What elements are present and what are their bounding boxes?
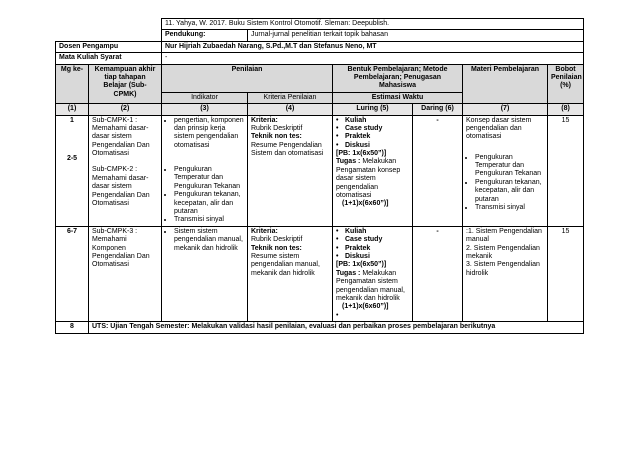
- rps-table: [55, 18, 584, 334]
- teknik-label: Teknik non tes:: [251, 133, 302, 141]
- col-num-4: (4): [248, 104, 333, 115]
- col-bentuk: Bentuk Pembelajaran; Metode Pembelajaran; Penugasan Mahasiswa: [333, 64, 463, 92]
- bobot-cell: 15: [548, 115, 584, 226]
- column-header-row: [56, 64, 584, 92]
- list-item: • Transmisi sinyal: [174, 216, 244, 224]
- teknik-value: Resume Pengendalian Sistem dan otomatisasi: [251, 141, 324, 158]
- list-item: • Case study: [336, 236, 409, 244]
- col-daring: Daring (6): [413, 104, 463, 115]
- col-num-2: (2): [89, 104, 162, 115]
- tugas-time: (1+1)x(6x60”)]: [342, 303, 389, 311]
- uts-text: UTS: Ujian Tengah Semester: Melakukan validasi hasil penilaian, evaluasi dan perbaikan proses pembelajaran berikutnya: [89, 322, 584, 333]
- empty-bullet: [336, 312, 409, 320]
- table-row: [56, 226, 584, 321]
- list-item: • Pengukuran tekanan, kecepatan, alir dan putaran: [174, 191, 244, 216]
- list-item: • Kuliah: [336, 117, 409, 125]
- list-item: • Pengukuran Temperatur dan Pengukuran Tekanan: [174, 166, 244, 191]
- syarat-value: -: [162, 53, 584, 64]
- tugas-text: Melakukan Pengamatan konsep dasar sistem pengendalian otomatisasi: [336, 158, 401, 200]
- materi-cell: [463, 115, 548, 226]
- materi-cell: [463, 226, 548, 321]
- col-kriteria: Kriteria Penilaian: [248, 92, 333, 103]
- kriteria-cell: Kriteria: Rubrik Deskriptif Teknik non tes: Resume Pengendalian Sistem dan otomatisasi: [248, 115, 333, 226]
- tugas-label: Tugas :: [336, 158, 361, 166]
- sub-cpmk-text: Sub-CMPK-1 : Memahami dasar-dasar sistem Pengendalian Dan Otomatisasi: [92, 116, 150, 158]
- list-item: • Praktek: [336, 133, 409, 141]
- luring-cell: [333, 115, 413, 226]
- materi-text: Konsep dasar sistem pengendalian dan otomatisasi: [466, 116, 532, 141]
- bobot-cell: 15: [548, 226, 584, 321]
- col-materi: Materi Pembelajaran: [463, 64, 548, 104]
- daring-cell: -: [413, 226, 463, 321]
- mg-number: 2-5: [66, 154, 78, 162]
- list-item: • Pengukuran Temperatur dan Pengukuran Tekanan: [475, 154, 544, 179]
- dosen-value: Nur Hijriah Zubaedah Narang, S.Pd.,M.T dan Stefanus Neno, MT: [162, 41, 584, 52]
- pb-text: [PB: 1x(6x50”)]: [336, 150, 387, 158]
- table-row: [56, 115, 584, 226]
- col-num-7: (7): [463, 104, 548, 115]
- list-item: • Case study: [336, 125, 409, 133]
- pb-text: [PB: 1x(6x50”)]: [336, 261, 387, 269]
- sub-cpmk-cell: [89, 115, 162, 226]
- list-item: • Sistem sistem pengendalian manual, mekanik dan hidrolik: [174, 228, 244, 253]
- kriteria-cell: Kriteria: Rubrik Deskriptif Teknik non tes: Resume sistem pengendalian manual, mekanik dan hidrolik: [248, 226, 333, 321]
- mg-cell: [56, 115, 89, 226]
- kriteria-label: Kriteria: [251, 227, 276, 235]
- pendukung-row: [56, 30, 584, 41]
- list-item: • Praktek: [336, 245, 409, 253]
- sub-cpmk-cell: Sub-CMPK-3 : Memahami Komponen Pengendalian Dan Otomatisasi: [89, 226, 162, 321]
- materi-line: 2. Sistem Pengendalian mekanik: [466, 244, 540, 260]
- col-num-3: (3): [162, 104, 248, 115]
- list-item: • Diskusi: [336, 253, 409, 261]
- col-luring: Luring (5): [333, 104, 413, 115]
- reference-text: 11. Yahya, W. 2017. Buku Sistem Kontrol Otomotif. Sleman: Deepublish.: [162, 19, 584, 30]
- materi-line: :1. Sistem Pengendalian manual: [466, 227, 542, 244]
- list-item: • Transmisi sinyal: [475, 204, 544, 212]
- teknik-value: Resume sistem pengendalian manual, mekanik dan hidrolik: [251, 252, 320, 277]
- tugas-text: Melakukan Pengamatan sistem pengendalian manual, mekanik dan hidrolik: [336, 269, 405, 302]
- kriteria-label: Kriteria: [251, 116, 276, 124]
- tugas-label: Tugas :: [336, 269, 361, 277]
- pendukung-text: Jurnal-jurnal penelitian terkait topik bahasan: [248, 30, 584, 41]
- materi-line: 3. Sistem Pengendalian hidrolik: [466, 261, 540, 277]
- column-number-row: [56, 104, 584, 115]
- list-item: • Kuliah: [336, 228, 409, 236]
- kriteria-value: Rubrik Deskriptif: [251, 124, 303, 132]
- reference-row: [56, 19, 584, 30]
- luring-cell: [333, 226, 413, 321]
- indikator-cell: [162, 226, 248, 321]
- daring-cell: -: [413, 115, 463, 226]
- mg-cell: 6-7: [56, 226, 89, 321]
- list-item: • pengertian, komponen dan prinsip kerja sistem pengendalian otomatisasi: [174, 117, 244, 151]
- pendukung-label: Pendukung:: [162, 30, 248, 41]
- dosen-label: Dosen Pengampu: [56, 41, 162, 52]
- kriteria-value: Rubrik Deskriptif: [251, 236, 303, 244]
- list-item: • Pengukuran tekanan, kecepatan, alir dan putaran: [475, 179, 544, 204]
- col-estimasi: Estimasi Waktu: [333, 92, 463, 103]
- mg-number: 1: [70, 116, 74, 124]
- dosen-row: [56, 41, 584, 52]
- list-item: • Diskusi: [336, 142, 409, 150]
- col-num-8: (8): [548, 104, 584, 115]
- indikator-cell: [162, 115, 248, 226]
- sub-cpmk-text: Sub-CMPK-2 : Memahami dasar-dasar sistem Pengendalian Dan Otomatisasi: [92, 166, 150, 208]
- syarat-row: [56, 53, 584, 64]
- uts-row: [56, 322, 584, 333]
- uts-mg: 8: [56, 322, 89, 333]
- syarat-label: Mata Kuliah Syarat: [56, 53, 162, 64]
- col-penilaian: Penilaian: [162, 64, 333, 92]
- tugas-time: (1+1)x(6x60”)]: [342, 200, 389, 208]
- col-num-1: (1): [56, 104, 89, 115]
- col-bobot: Bobot Penilaian (%): [548, 64, 584, 104]
- col-kemampuan: Kemampuan akhir tiap tahapan Belajar (Sub-CPMK): [89, 64, 162, 104]
- teknik-label: Teknik non tes:: [251, 244, 302, 252]
- col-indikator: Indikator: [162, 92, 248, 103]
- col-mg: Mg ke-: [56, 64, 89, 104]
